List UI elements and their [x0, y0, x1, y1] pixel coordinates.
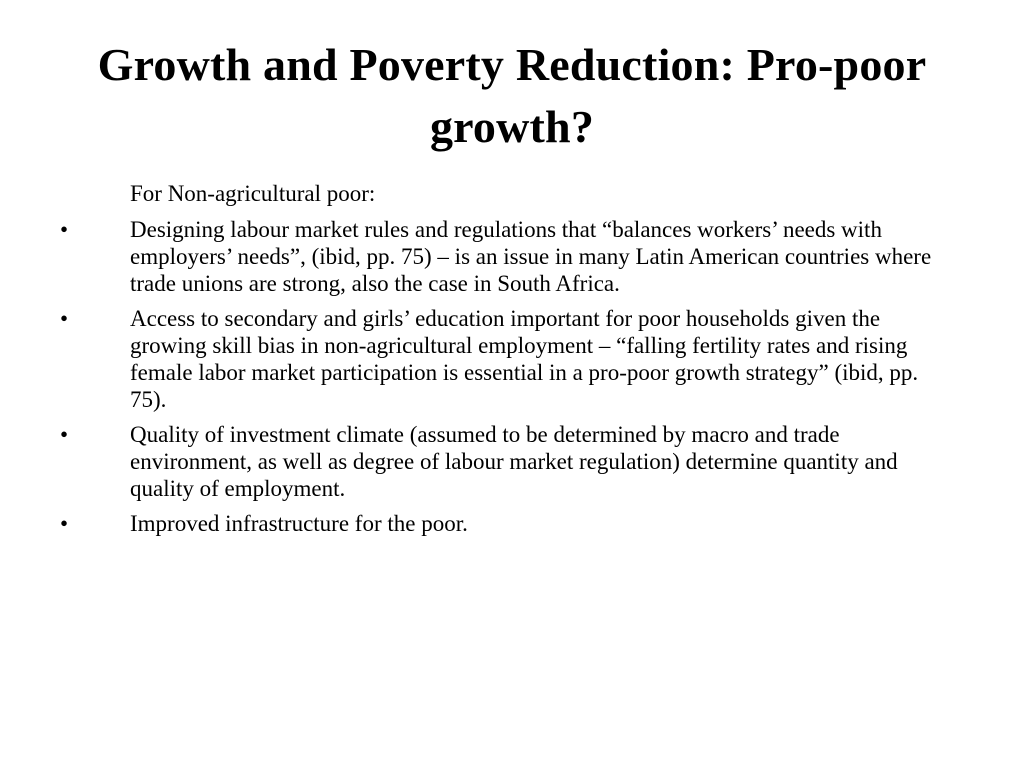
bullet-item	[60, 510, 940, 537]
bullet-item	[60, 421, 940, 502]
bullet-icon: •	[60, 511, 69, 536]
slide-body	[0, 180, 1024, 545]
bullet-icon: •	[60, 306, 69, 331]
slide-title: Growth and Poverty Reduction: Pro-poor growth?	[97, 39, 927, 152]
bullet-text: Improved infrastructure for the poor.	[130, 511, 468, 536]
bullet-text: Designing labour market rules and regulations that “balances workers’ needs with employers’ needs”, (ibid, pp. 75) – is an issue in many Latin American countries where trade unions are strong, also the case in South Africa.	[130, 217, 932, 296]
bullet-item	[60, 216, 940, 297]
bullet-item	[60, 305, 940, 413]
bullet-icon: •	[60, 217, 69, 242]
bullet-icon: •	[60, 422, 69, 447]
bullet-text: Access to secondary and girls’ education important for poor households given the growing skill bias in non-agricultural employment – “falling fertility rates and rising female labor market participation is essential in a pro-poor growth strategy” (ibid, pp. 75).	[130, 306, 919, 412]
intro-text: For Non-agricultural poor:	[130, 181, 376, 206]
bullet-list	[0, 216, 1024, 537]
bullet-text: Quality of investment climate (assumed to be determined by macro and trade environment, as well as degree of labour market regulation) determine quantity and quality of employment.	[130, 422, 898, 501]
